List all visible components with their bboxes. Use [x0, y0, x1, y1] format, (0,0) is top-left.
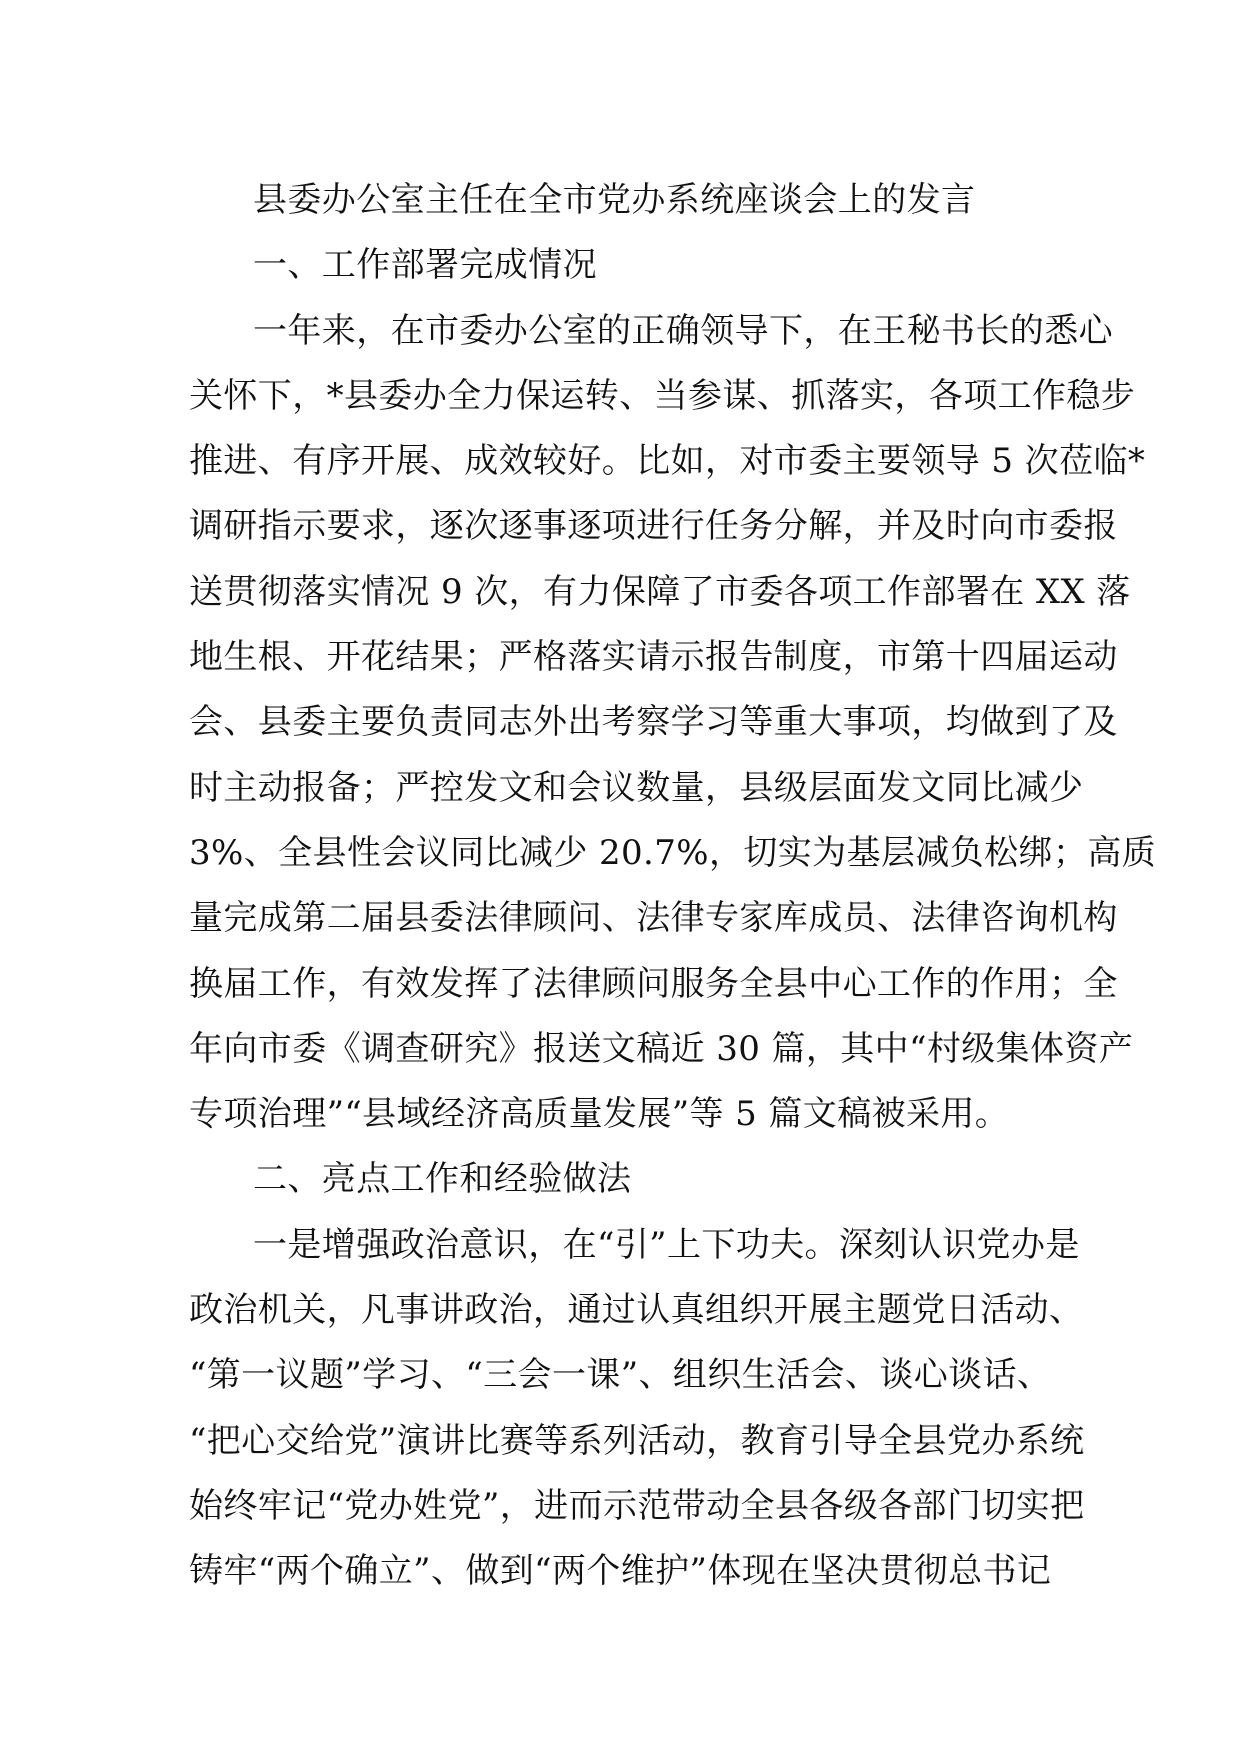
paragraph-2-line-1: 一是增强政治意识，在“引”上下功夫。深刻认识党办是 — [253, 1224, 1080, 1265]
document-body — [189, 168, 1157, 1605]
section-heading-1: 一、工作部署完成情况 — [253, 245, 597, 286]
paragraph-1-line-5: 送贯彻落实情况 9 次，有力保障了市委各项工作部署在 XX 落 — [189, 571, 1131, 612]
paragraph-1-line-8: 时主动报备；严控发文和会议数量，县级层面发文同比减少 — [189, 767, 1084, 808]
paragraph-1-line-9: 3%、全县性会议同比减少 20.7%，切实为基层减负松绑；高质 — [189, 832, 1157, 873]
paragraph-1-line-6: 地生根、开花结果；严格落实请示报告制度，市第十四届运动 — [189, 637, 1118, 678]
paragraph-1-line-12: 年向市委《调查研究》报送文稿近 30 篇，其中“村级集体资产 — [189, 1028, 1134, 1069]
paragraph-1-line-7: 会、县委主要负责同志外出考察学习等重大事项，均做到了及 — [189, 702, 1118, 743]
paragraph-1-line-1: 一年来，在市委办公室的正确领导下，在王秘书长的悉心 — [253, 310, 1113, 351]
document-title: 县委办公室主任在全市党办系统座谈会上的发言 — [253, 180, 976, 220]
paragraph-1-line-2: 关怀下，*县委办全力保运转、当参谋、抓落实，各项工作稳步 — [189, 375, 1136, 416]
paragraph-1-line-13: 专项治理”“县域经济高质量发展”等 5 篇文稿被采用。 — [189, 1094, 1010, 1135]
paragraph-1-line-4: 调研指示要求，逐次逐事逐项进行任务分解，并及时向市委报 — [189, 506, 1118, 547]
paragraph-2-line-6: 铸牢“两个确立”、做到“两个维护”体现在坚决贯彻总书记 — [189, 1551, 1052, 1592]
section-heading-2: 二、亮点工作和经验做法 — [253, 1159, 632, 1200]
paragraph-2-line-3: “第一议题”学习、“三会一课”、组织生活会、谈心谈话、 — [189, 1355, 1052, 1396]
paragraph-2-line-5: 始终牢记“党办姓党”，进而示范带动全县各级各部门切实把 — [189, 1485, 1085, 1526]
paragraph-1-line-10: 量完成第二届县委法律顾问、法律专家库成员、法律咨询机构 — [189, 898, 1118, 939]
paragraph-2-line-2: 政治机关，凡事讲政治，通过认真组织开展主题党日活动、 — [189, 1290, 1084, 1331]
paragraph-1-line-3: 推进、有序开展、成效较好。比如，对市委主要领导 5 次莅临* — [189, 441, 1146, 482]
paragraph-1-line-11: 换届工作，有效发挥了法律顾问服务全县中心工作的作用；全 — [189, 963, 1118, 1004]
paragraph-2-line-4: “把心交给党”演讲比赛等系列活动，教育引导全县党办系统 — [189, 1420, 1085, 1461]
